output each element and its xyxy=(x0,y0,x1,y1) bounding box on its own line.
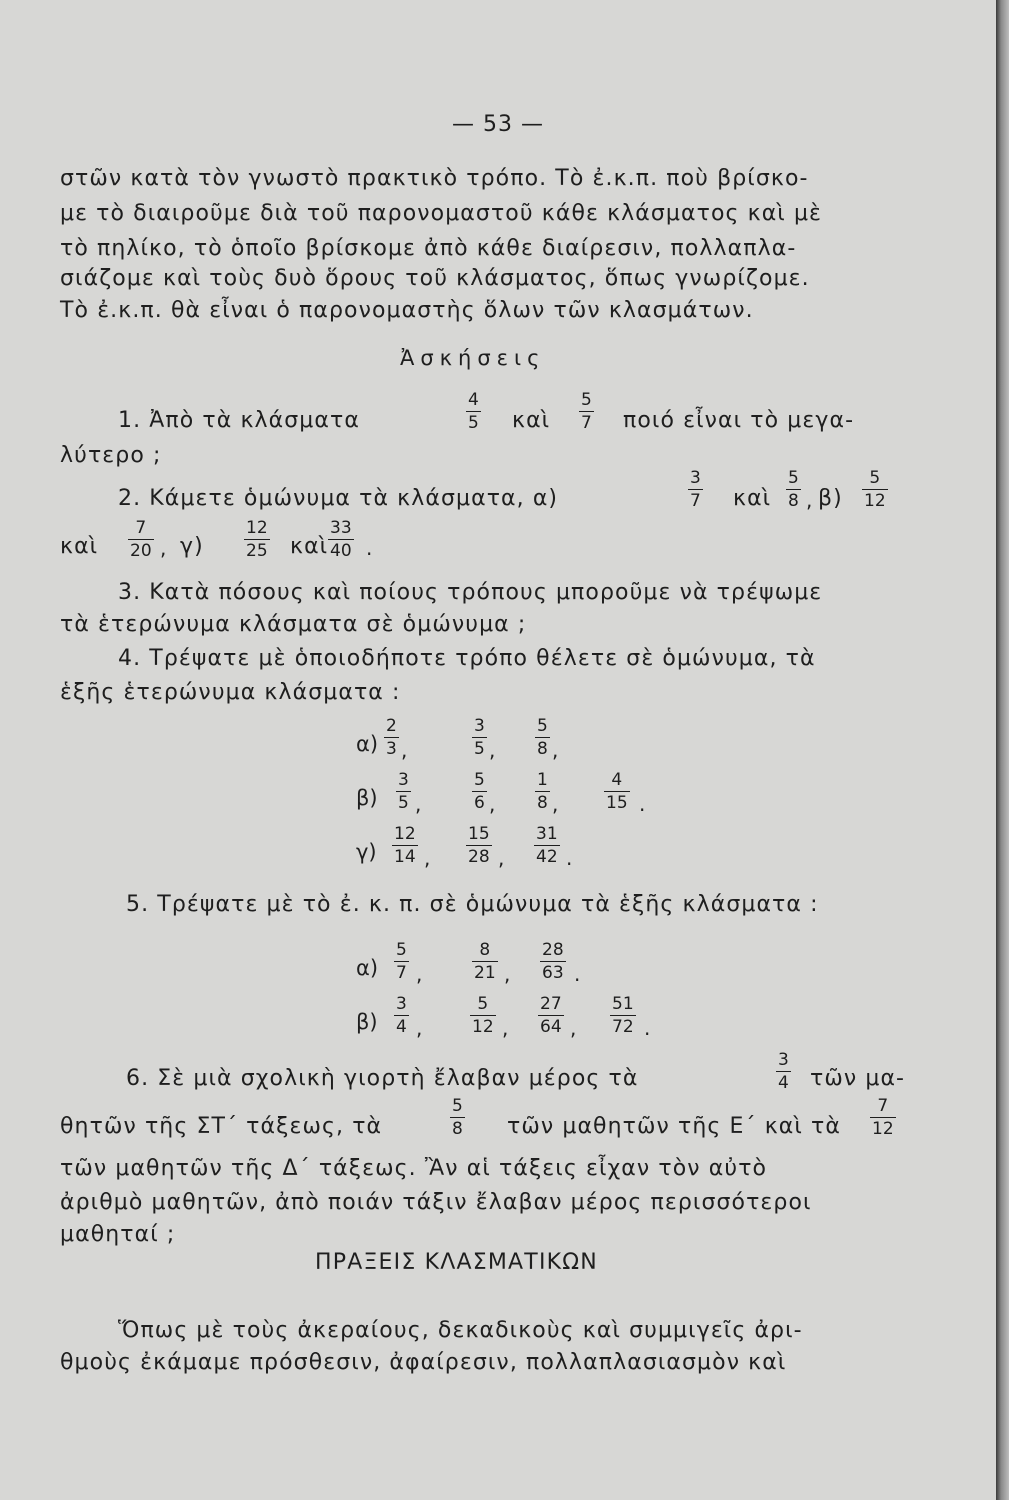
intro-line: με τὸ διαιροῦμε διὰ τοῦ παρονομαστοῦ κάθε κλάσματος καὶ μὲ xyxy=(60,201,823,226)
label-c: γ) xyxy=(356,840,377,864)
comma: , xyxy=(160,536,167,560)
fraction: 3 5 xyxy=(398,770,409,814)
exercise-2-and: καὶ xyxy=(60,534,99,559)
fraction: 5 8 xyxy=(452,1096,463,1140)
label-b: β) xyxy=(356,1010,378,1034)
comma: , xyxy=(416,962,423,986)
intro-line: τὸ πηλίκο, τὸ ὁποῖο βρίσκομε ἀπὸ κάθε διαίρεσιν, πολλαπλα- xyxy=(60,236,797,261)
exercise-6-line: τῶν μαθητῶν τῆς Ε΄ καὶ τὰ xyxy=(507,1114,841,1139)
fraction: 5 6 xyxy=(474,770,485,814)
exercise-1-and: καὶ xyxy=(512,408,551,433)
fraction: 31 42 xyxy=(536,824,558,868)
exercise-6-line: ἀριθμὸ μαθητῶν, ἀπὸ ποιάν τάξιν ἔλαβαν μέρος περισσότεροι xyxy=(60,1190,812,1215)
comma: , xyxy=(489,792,496,816)
fraction: 4 15 xyxy=(606,770,628,814)
exercise-1-text: 1. Ἀπὸ τὰ κλάσματα xyxy=(118,408,360,433)
fraction: 5 12 xyxy=(864,468,886,512)
comma: , xyxy=(552,738,559,762)
outro-line: Ὅπως μὲ τοὺς ἀκεραίους, δεκαδικοὺς καὶ συμμιγεῖς ἀρι- xyxy=(118,1318,803,1343)
fraction: 1 8 xyxy=(537,770,548,814)
period: . xyxy=(644,1016,651,1040)
label-a: α) xyxy=(356,732,379,756)
label-b: β) xyxy=(356,786,378,810)
page-edge-shadow xyxy=(996,0,1009,1500)
exercises-heading: Ἀσκήσεις xyxy=(400,346,546,370)
comma: , xyxy=(424,846,431,870)
fraction: 5 12 xyxy=(472,994,494,1038)
fraction: 3 4 xyxy=(396,994,407,1038)
exercise-6-line: θητῶν τῆς ΣΤ΄ τάξεως, τὰ xyxy=(60,1114,383,1139)
fraction: 5 7 xyxy=(581,390,592,434)
exercise-5-text: 5. Τρέψατε μὲ τὸ ἐ. κ. π. σὲ ὁμώνυμα τὰ ἑξῆς κλάσματα : xyxy=(126,892,819,917)
exercise-3-line: τὰ ἑτερώνυμα κλάσματα σὲ ὁμώνυμα ; xyxy=(60,612,527,637)
period: . xyxy=(366,536,373,560)
exercise-1-question: ποιό εἶναι τὸ μεγα- xyxy=(623,408,855,433)
comma: , xyxy=(489,738,496,762)
period: . xyxy=(639,792,646,816)
fraction: 3 5 xyxy=(474,716,485,760)
fraction: 33 40 xyxy=(330,518,352,562)
comma: , xyxy=(502,1016,509,1040)
fraction: 12 14 xyxy=(394,824,416,868)
comma: , xyxy=(498,846,505,870)
outro-line: θμοὺς ἐκάμαμε πρόσθεσιν, ἀφαίρεσιν, πολλαπλασιασμὸν καὶ xyxy=(60,1350,787,1375)
section-title: ΠΡΑΞΕΙΣ ΚΛΑΣΜΑΤΙΚΩΝ xyxy=(315,1250,598,1275)
fraction: 7 12 xyxy=(872,1096,894,1140)
exercise-1-end: λύτερο ; xyxy=(60,443,162,468)
intro-line: Τὸ ἐ.κ.π. θὰ εἶναι ὁ παρονομαστὴς ὅλων τῶν κλασμάτων. xyxy=(60,298,754,323)
period: . xyxy=(566,846,573,870)
fraction: 8 21 xyxy=(474,940,496,984)
exercise-2-and: καὶ xyxy=(290,534,329,559)
exercise-4-line: ἑξῆς ἑτερώνυμα κλάσματα : xyxy=(60,680,401,705)
exercise-6-line: μαθηταί ; xyxy=(60,1222,176,1247)
fraction: 7 20 xyxy=(130,518,152,562)
period: . xyxy=(574,962,581,986)
exercise-2-and: καὶ xyxy=(733,486,772,511)
comma: , xyxy=(806,488,813,512)
fraction: 51 72 xyxy=(612,994,634,1038)
comma: , xyxy=(552,792,559,816)
exercise-6-line: τῶν μαθητῶν τῆς Δ΄ τάξεως. Ἂν αἱ τάξεις εἶχαν τὸν αὐτὸ xyxy=(60,1156,768,1181)
page-number: — 53 — xyxy=(452,112,544,137)
label-b: β) xyxy=(818,486,843,511)
exercise-3-line: 3. Κατὰ πόσους καὶ ποίους τρόπους μποροῦμε νὰ τρέψωμε xyxy=(118,580,823,605)
fraction: 5 8 xyxy=(537,716,548,760)
comma: , xyxy=(570,1016,577,1040)
fraction: 15 28 xyxy=(468,824,490,868)
exercise-4-line: 4. Τρέψατε μὲ ὁποιοδήποτε τρόπο θέλετε σὲ ὁμώνυμα, τὰ xyxy=(118,646,816,671)
label-a: α) xyxy=(356,956,379,980)
intro-line: σιάζομε καὶ τοὺς δυὸ ὅρους τοῦ κλάσματος, ὅπως γνωρίζομε. xyxy=(60,266,810,291)
fraction: 12 25 xyxy=(246,518,268,562)
fraction: 2 3 xyxy=(386,716,397,760)
fraction: 3 7 xyxy=(690,468,701,512)
fraction: 5 7 xyxy=(396,940,407,984)
comma: , xyxy=(504,962,511,986)
exercise-6-line: 6. Σὲ μιὰ σχολικὴ γιορτὴ ἔλαβαν μέρος τὰ xyxy=(126,1066,639,1091)
exercise-6-line: τῶν μα- xyxy=(810,1066,906,1091)
intro-line: στῶν κατὰ τὸν γνωστὸ πρακτικὸ τρόπο. Τὸ ἐ.κ.π. ποὺ βρίσκο- xyxy=(60,166,809,191)
fraction: 5 8 xyxy=(788,468,799,512)
fraction: 28 63 xyxy=(542,940,564,984)
label-c: γ) xyxy=(180,534,204,559)
comma: , xyxy=(416,1016,423,1040)
fraction: 27 64 xyxy=(540,994,562,1038)
exercise-2-text: 2. Κάμετε ὁμώνυμα τὰ κλάσματα, α) xyxy=(118,486,559,511)
comma: , xyxy=(415,792,422,816)
fraction: 4 5 xyxy=(468,390,479,434)
fraction: 3 4 xyxy=(778,1050,789,1094)
comma: , xyxy=(401,738,408,762)
